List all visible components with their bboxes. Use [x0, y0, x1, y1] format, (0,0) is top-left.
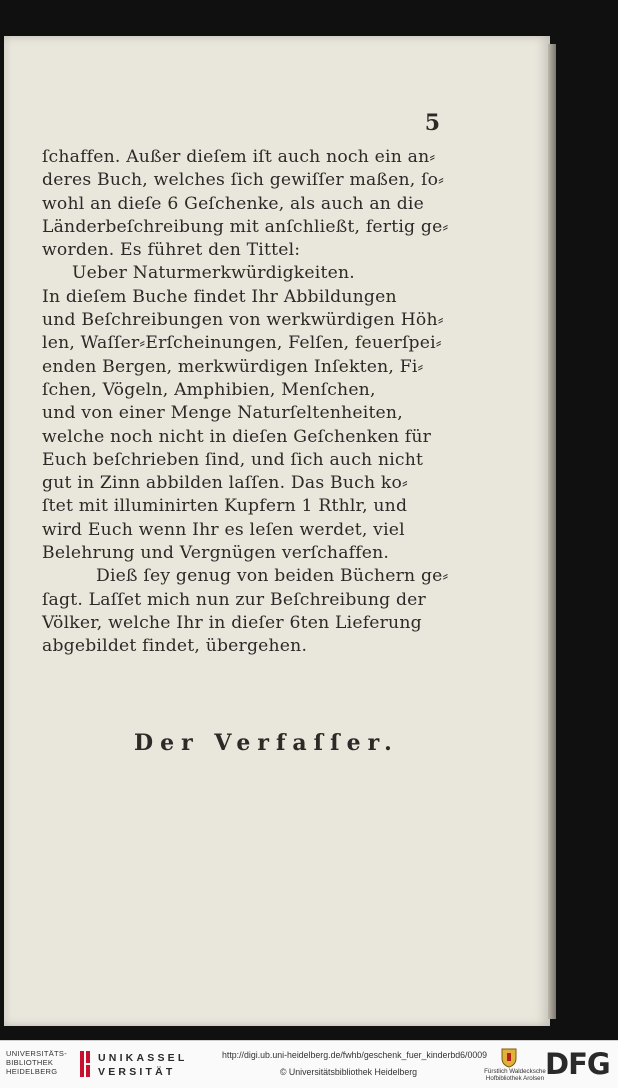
text-line: deres Buch, welches ſich gewiſſer maßen, ſo⸗: [42, 170, 445, 191]
text-line: enden Bergen, merkwürdigen Inſekten, Fi⸗: [42, 356, 424, 377]
text-line: Belehrung und Vergnügen verſchaffen.: [42, 543, 390, 564]
text-line: abgebildet findet, übergehen.: [42, 636, 308, 657]
logo-text: VERSITÄT: [98, 1066, 176, 1078]
logo-text: Hofbibliothek Arolsen: [485, 1075, 545, 1082]
text-line: Völker, welche Ihr in dieſer 6ten Lieferung: [42, 612, 422, 633]
text-line: und Beſchreibungen von werkwürdigen Höh⸗: [42, 310, 444, 331]
text-line: Euch beſchrieben ſind, und ſich auch nicht: [42, 449, 424, 470]
permalink[interactable]: http://digi.ub.uni-heidelberg.de/fwhb/geschenk_fuer_kinderbd6/0009: [222, 1050, 488, 1060]
text-line: In dieſem Buche findet Ihr Abbildungen: [42, 286, 397, 307]
heidelberg-library-logo[interactable]: [6, 1049, 67, 1076]
kassel-university-logo[interactable]: [98, 1051, 187, 1079]
logo-text: HEIDELBERG: [6, 1067, 58, 1076]
signature: Der Verfaſſer.: [134, 730, 399, 756]
logo-text: UNIKASSEL: [98, 1052, 188, 1064]
dfg-logo[interactable]: DFG: [545, 1047, 610, 1081]
text-line: Länderbeſchreibung mit anſchließt, fertig ge⸗: [42, 216, 449, 237]
crest-icon: [500, 1046, 518, 1068]
text-line: wird Euch wenn Ihr es leſen werdet, viel: [42, 519, 405, 540]
text-line: len, Waſſer⸗Erſcheinungen, Felſen, feuerſpei⸗: [42, 333, 442, 354]
text-line: Dieß ſey genug von beiden Büchern ge⸗: [96, 566, 449, 587]
text-line: ſtet mit illuminirten Kupfern 1 Rthlr, und: [42, 496, 408, 517]
logo-text: UNIVERSITÄTS-: [6, 1049, 67, 1058]
book-page: [4, 36, 550, 1026]
section-heading: Ueber Naturmerkwürdigkeiten.: [72, 263, 355, 284]
text-line: welche noch nicht in dieſen Geſchenken für: [42, 426, 432, 447]
text-line: gut in Zinn abbilden laſſen. Das Buch ko⸗: [42, 473, 408, 494]
page-text: [42, 146, 449, 659]
page-number: 5: [424, 110, 440, 136]
text-line: worden. Es führet den Tittel:: [42, 240, 301, 261]
text-line: ſchaffen. Außer dieſem iſt auch noch ein an⸗: [42, 147, 436, 167]
text-line: und von einer Menge Naturſeltenheiten,: [42, 403, 403, 424]
text-line: ſagt. Laſſet mich nun zur Beſchreibung der: [42, 589, 426, 610]
text-line: ſchen, Vögeln, Amphibien, Menſchen,: [42, 379, 376, 400]
kassel-logo-icon: [80, 1051, 92, 1077]
copyright-notice: © Universitätsbibliothek Heidelberg: [280, 1067, 418, 1077]
logo-text: Fürstlich Waldecksche: [484, 1068, 546, 1075]
text-line: wohl an dieſe 6 Geſchenke, als auch an die: [42, 193, 425, 214]
logo-text: BIBLIOTHEK: [6, 1058, 54, 1067]
footer-bar: [0, 1040, 618, 1088]
